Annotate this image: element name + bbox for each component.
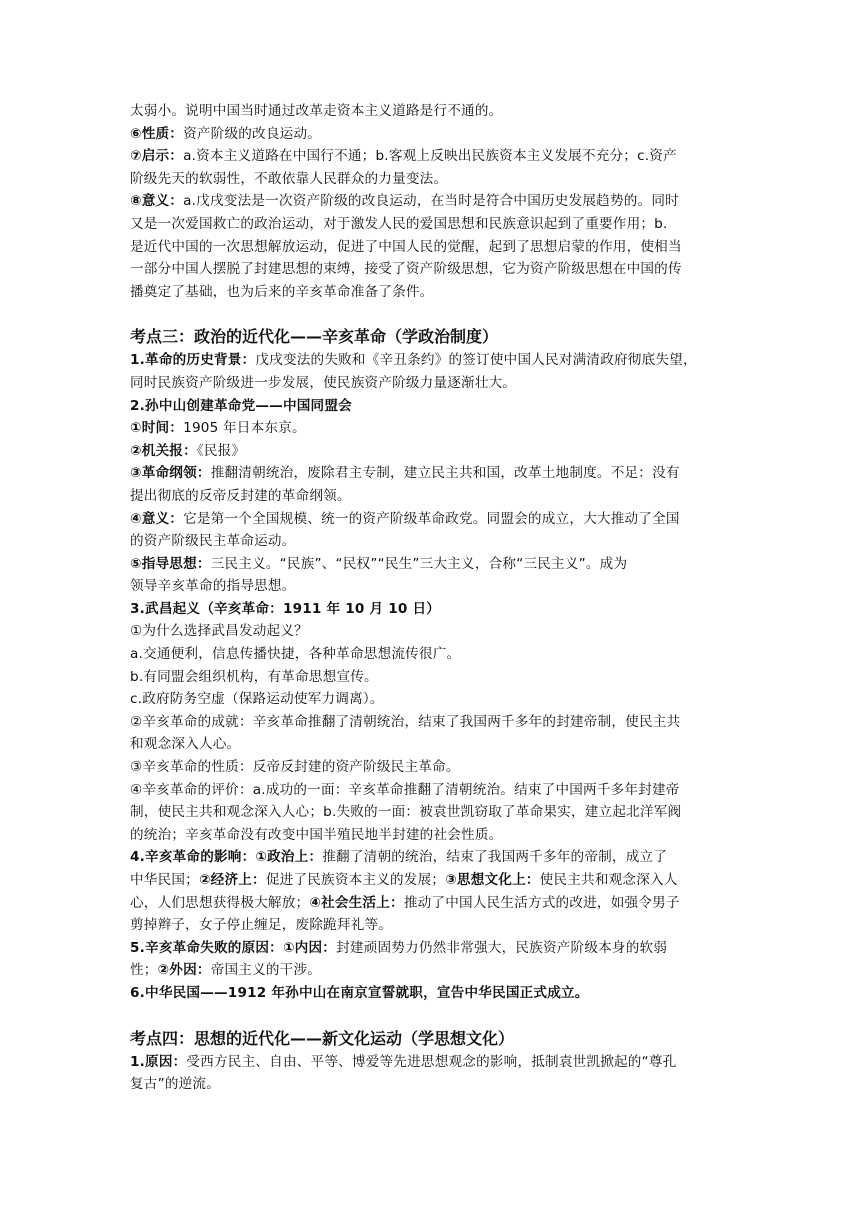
section-title: 考点四：思想的近代化——新文化运动（学思想文化） [130, 1028, 515, 1048]
nature-text: 资产阶级的改良运动。 [183, 125, 322, 142]
subheading: 6.中华民国——1912 年孙中山在南京宣誓就职，宣告中华民国正式成立。 [130, 984, 589, 1001]
text-line: 的统治；辛亥革命没有改变中国半殖民地半封建的社会性质。 [130, 826, 503, 843]
text-line: 领导辛亥革命的指导思想。 [130, 578, 296, 595]
text-line: ①为什么选择武昌发动起义？ [130, 623, 308, 640]
text-line [130, 553, 732, 576]
document-page [130, 100, 732, 1096]
internal-text: 封建顽固势力仍然非常强大，民族资产阶级本身的软弱 [336, 939, 668, 956]
external-label: ②外因： [157, 962, 211, 979]
text-line: 同时民族资产阶级进一步发展，使民族资产阶级力量逐渐壮大。 [130, 374, 517, 391]
text-line: ②辛亥革命的成就：辛亥革命推翻了清朝统治，结束了我国两千多年的封建帝制，使民主共 [130, 713, 681, 730]
cause-label: 1.原因： [130, 1053, 187, 1070]
text-line: 的资产阶级民主革命运动。 [130, 533, 296, 550]
text-line [130, 190, 732, 213]
cause-text: 受西方民主、自由、平等、博爱等先进思想观念的影响，抵制袁世凯掀起的“尊孔 [186, 1053, 677, 1070]
text-line [130, 508, 732, 531]
politics-text: 推翻了清朝的统治，结束了我国两千多年的帝制，成立了 [322, 849, 668, 866]
text-line: ④辛亥革命的评价：a.成功的一面：辛亥革命推翻了清朝统治。结束了中国两千多年封建帝 [130, 781, 680, 798]
background-label: 1.革命的历史背景： [130, 352, 256, 369]
text-line: a.交通便利，信息传播快捷，各种革命思想流传很广。 [130, 646, 461, 663]
subheading: 2.孙中山创建革命党——中国同盟会 [130, 397, 352, 414]
text-line: 又是一次爱国救亡的政治运动，对于激发人民的爱国思想和民族意识起到了重要作用；b. [130, 215, 668, 232]
text-line: 和观念深入人心。 [130, 736, 241, 753]
external-text: 帝国主义的干涉。 [210, 962, 322, 979]
time-label: ①时间： [130, 420, 184, 437]
text-line: 播奠定了基础，也为后来的辛亥革命准备了条件。 [130, 283, 434, 300]
significance-label: ④意义： [130, 510, 184, 527]
text-line [130, 123, 732, 146]
meaning-text: a.戊戌变法是一次资产阶级的改良运动，在当时是符合中国历史发展趋势的。同时 [183, 193, 679, 210]
influence-label: 4.辛亥革命的影响： [130, 849, 256, 866]
text-line [130, 846, 732, 869]
text-line: 复古”的逆流。 [130, 1076, 221, 1093]
internal-label: ①内因： [282, 939, 337, 956]
text-fragment: 心，人们思想获得极大解放； [130, 894, 310, 911]
inspire-label: ⑦启示： [130, 148, 184, 165]
spacer [130, 1005, 732, 1027]
time-text: 1905 年日本东京。 [183, 420, 306, 437]
section-title: 考点三：政治的近代化——辛亥革命（学政治制度） [130, 327, 499, 347]
meaning-label: ⑧意义： [130, 193, 184, 210]
guide-label: ⑤指导思想： [130, 555, 211, 572]
text-line [130, 869, 732, 892]
subheading: 3.武昌起义（辛亥革命：1911 年 10 月 10 日） [130, 600, 441, 617]
guide-text: 三民主义。“民族”、“民权”“民生”三大主义，合称“三民主义”。成为 [210, 555, 628, 572]
text-line: 剪掉辫子，女子停止缠足，废除跪拜礼等。 [130, 917, 393, 934]
economy-label: ②经济上： [198, 872, 266, 888]
politics-label: ①政治上： [255, 849, 323, 866]
failure-label: 5.辛亥革命失败的原因： [130, 939, 283, 956]
text-line: 阶级先天的软弱性，不敢依靠人民群众的力量变法。 [130, 170, 448, 187]
text-line: 是近代中国的一次思想解放运动，促进了中国人民的觉醒，起到了思想启蒙的作用，使相当 [130, 238, 682, 255]
text-line [130, 462, 732, 485]
text-line [130, 145, 732, 168]
culture-text: 使民主共和观念深入人 [539, 872, 678, 888]
text-line: 制，使民主共和观念深入人心；b.失败的一面：被袁世凯窃取了革命果实，建立起北洋军阀 [130, 804, 682, 821]
text-line [130, 937, 732, 960]
text-line [130, 892, 732, 915]
program-text: 推翻清朝统治，废除君主专制，建立民主共和国，改革土地制度。不足：没有 [210, 465, 680, 482]
text-line [130, 349, 732, 372]
economy-text: 促进了民族资本主义的发展； [265, 872, 446, 888]
text-line [130, 1051, 732, 1074]
text-line: 太弱小。说明中国当时通过改革走资本主义道路是行不通的。 [130, 103, 503, 119]
spacer [130, 303, 732, 325]
text-line [130, 417, 732, 440]
culture-label: ③思想文化上： [445, 872, 540, 888]
text-fragment: 性； [130, 962, 158, 979]
text-line [130, 440, 732, 463]
society-label: ④社会生活上： [309, 894, 404, 911]
text-line: 一部分中国人摆脱了封建思想的束缚，接受了资产阶级思想，它为资产阶级思想在中国的传 [130, 261, 682, 278]
organ-label: ②机关报： [130, 442, 197, 459]
text-fragment: 中华民国； [130, 872, 199, 888]
text-line [130, 959, 732, 982]
inspire-text: a.资本主义道路在中国行不通；b.客观上反映出民族资本主义发展不充分；c.资产 [183, 148, 677, 165]
text-line: 提出彻底的反帝反封建的革命纲领。 [130, 487, 351, 504]
text-line: b.有同盟会组织机构，有革命思想宣传。 [130, 668, 378, 685]
significance-text: 它是第一个全国规模、统一的资产阶级革命政党。同盟会的成立，大大推动了全国 [183, 510, 680, 527]
organ-text: 《民报》 [196, 442, 246, 459]
society-text: 推动了中国人民生活方式的改进，如强令男子 [403, 894, 680, 911]
program-label: ③革命纲领： [130, 465, 211, 482]
nature-label: ⑥性质： [130, 125, 184, 142]
text-line: ③辛亥革命的性质：反帝反封建的资产阶级民主革命。 [130, 759, 460, 776]
text-line: c.政府防务空虚（保路运动使军力调离）。 [130, 691, 384, 708]
background-text: 戊戌变法的失败和《辛丑条约》的签订使中国人民对满清政府彻底失望， [255, 352, 697, 369]
